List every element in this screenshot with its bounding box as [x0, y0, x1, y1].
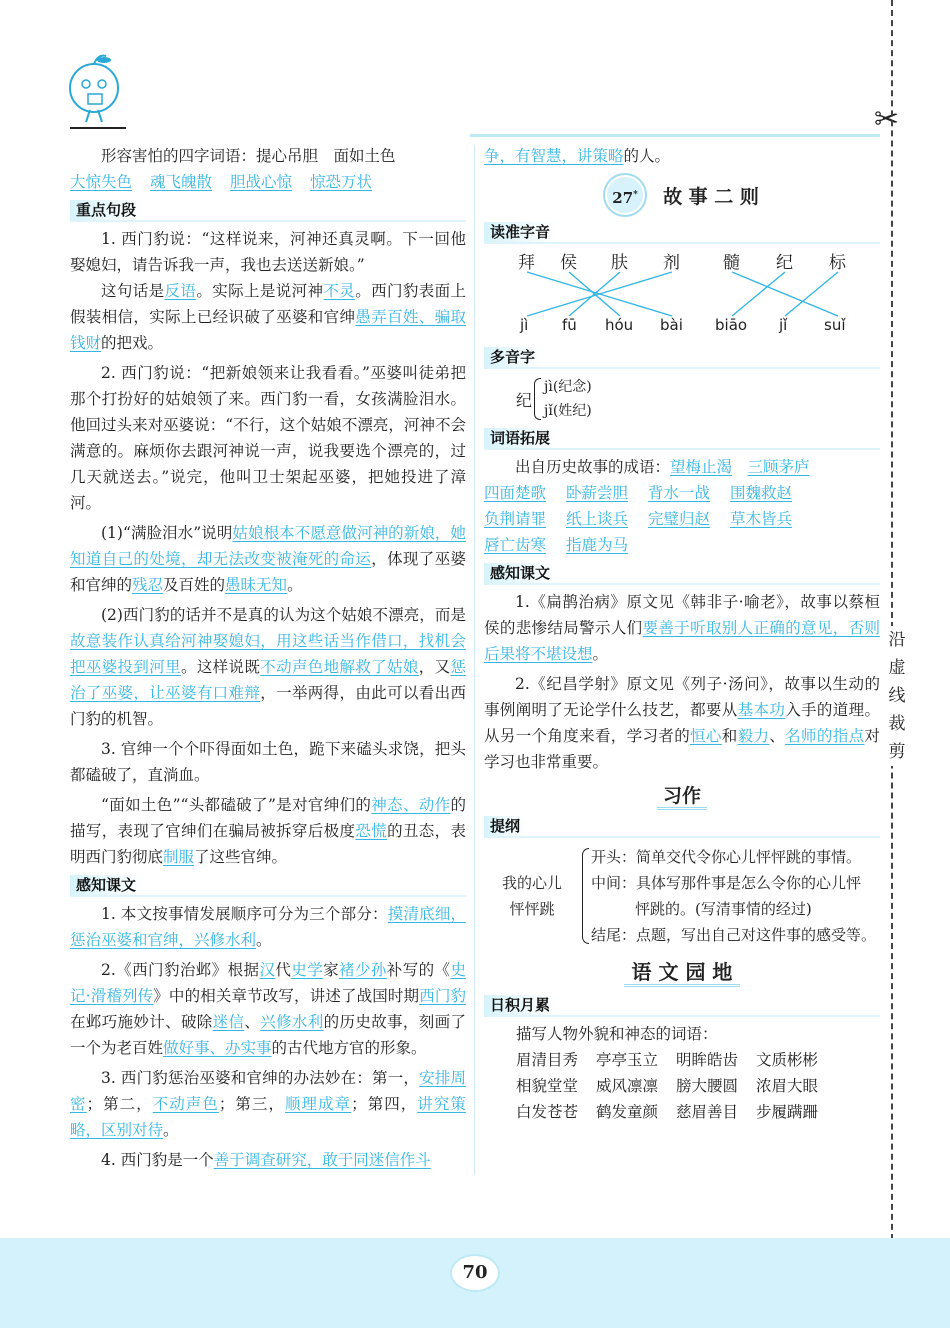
s1-analysis: 这句话是反语。实际上是说河神不灵。西门豹表面上假装相信，实际上已经识破了巫婆和官绅愚弄百姓、骗取钱财的把戏。 [70, 282, 466, 352]
intro-answers: 大惊失色 魂飞魄散 胆战心惊 惊恐万状 [70, 173, 373, 191]
pinyin-4: biāo [715, 316, 748, 334]
header-rule [70, 127, 126, 129]
vocab-row-3: 唇亡齿寒 指鹿为马 [484, 536, 629, 554]
section-key-sentences: 重点句段 [70, 199, 466, 220]
pinyin-1: fū [562, 316, 577, 334]
r1: 1.《扁鹊治病》原文见《韩非子·喻老》，故事以蔡桓侯的悲惨结局警示人们要善于听取别人正确的意见，否则后果将不堪设想。 [484, 593, 880, 663]
vocab-row-2: 负荆请罪 纸上谈兵 完璧归赵 草木皆兵 [484, 510, 793, 528]
cut-dashed-line [891, 0, 893, 1250]
char-0: 拜 [518, 253, 535, 273]
char-5: 纪 [776, 253, 793, 273]
daily-row-3: 白发苍苍 鹤发童颜 慈眉善目 步履蹒跚 [516, 1103, 819, 1121]
pinyin-5: jǐ [779, 316, 788, 334]
pinyin-2: hóu [605, 316, 634, 334]
xizuo-heading: 习作 [484, 781, 880, 811]
lesson-header [484, 173, 880, 217]
brace-icon [534, 378, 541, 420]
char-4: 髓 [723, 253, 740, 273]
section-read: 读准字音 [484, 221, 880, 242]
s2-quote: 2. 西门豹说：“把新娘领来让我看看。”巫婆叫徒弟把那个打扮好的姑娘领了来。西门豹一看，女孩满脸泪水。他回过头来对巫婆说：“不行，这个姑娘不漂亮，河神不会满意的。麻烦你去跟河神说一声，说我要选个漂亮的，过几天就送去。”说完，他叫卫士架起巫婆，把她投进了漳河。 [70, 364, 466, 512]
daily-row-1: 眉清目秀 亭亭玉立 明眸皓齿 文质彬彬 [516, 1051, 819, 1069]
daily-row-2: 相貌堂堂 威风凛凛 膀大腰圆 浓眉大眼 [516, 1077, 819, 1095]
scissors-icon: ✂ [874, 102, 900, 137]
left-column [70, 143, 466, 1173]
s1-quote: 1. 西门豹说：“这样说来，河神还真灵啊。下一回他娶媳妇，请告诉我一声，我也去送送新娘。” [70, 230, 466, 274]
s2-q2: (2)西门豹的话并不是真的认为这个姑娘不漂亮，而是故意装作认真给河神娶媳妇，用这些话当作借口，找机会把巫婆投到河里。这样说既不动声色地解救了姑娘，又惩治了巫婆，让巫婆有口难辩，一举两得，由此可以看出西门豹的机智。 [70, 606, 466, 728]
outline-brace-icon [582, 848, 589, 944]
column-divider [474, 145, 475, 1175]
pinyin-0: jì [520, 316, 529, 334]
section-poly: 多音字 [484, 346, 880, 367]
vocab-row-1: 四面楚歌 卧薪尝胆 背水一战 围魏救赵 [484, 484, 793, 502]
lesson-title: 故 事 二 则 [663, 185, 759, 208]
vocab-intro: 出自历史故事的成语：望梅止渴 三顾茅庐 [515, 458, 810, 476]
char-6: 标 [829, 253, 846, 273]
section-perceive-right: 感知课文 [484, 562, 880, 583]
r2: 2.《纪昌学射》原文见《列子·汤问》，故事以生动的事例阐明了无论学什么技艺，都要从基本功入手的道理。从另一个角度来看，学习者的恒心和毅力、名师的指点对学习也非常重要。 [484, 675, 880, 771]
outline: 我的心儿 怦怦跳 开头：简单交代令你心儿怦怦跳的事情。 中间：具体写那件事是怎么令你的心儿怦 怦跳的。(写清事情的经过) 结尾：点题，写出自己对这件事的感受等。 [501, 848, 877, 944]
matching-exercise [484, 244, 880, 340]
lesson-number-badge: 27* [605, 175, 645, 215]
header-band [470, 134, 880, 137]
intro-line: 形容害怕的四字词语：提心吊胆 面如土色 [101, 147, 396, 165]
section-daily: 日积月累 [484, 994, 880, 1015]
cut-instruction: 沿 虚 线 裁 剪 [886, 626, 908, 766]
k1: 1. 本文按事情发展顺序可分为三个部分：摸清底细，惩治巫婆和官绅，兴修水利。 [70, 905, 466, 949]
k3: 3. 西门豹惩治巫婆和官绅的办法妙在：第一，安排周密；第二，不动声色；第三，顺理成章；第四，讲究策略，区别对待。 [70, 1069, 466, 1139]
daily-intro: 描写人物外貌和神态的词语： [516, 1025, 718, 1043]
k4: 4. 西门豹是一个善于调查研究，敢于同迷信作斗 [101, 1151, 431, 1169]
s2-q1: (1)“满脸泪水”说明姑娘根本不愿意做河神的新娘，她知道自己的处境，却无法改变被淹死的命运，体现了巫婆和官绅的残忍及百姓的愚昧无知。 [70, 524, 466, 594]
char-3: 剂 [663, 253, 680, 273]
s3-quote: 3. 官绅一个个吓得面如土色，跪下来磕头求饶，把头都磕破了，直淌血。 [70, 740, 466, 784]
page-number: 70 [452, 1256, 498, 1290]
char-2: 肤 [611, 253, 628, 273]
section-vocab: 词语拓展 [484, 427, 880, 448]
section-outline: 提纲 [484, 815, 880, 836]
apple-mascot-icon [64, 50, 126, 126]
char-1: 侯 [560, 253, 577, 273]
s3-analysis: “面如土色”“头都磕破了”是对官绅们的神态、动作的描写，表现了官绅们在骗局被拆穿后极度恐慌的丑态，表明西门豹彻底制服了这些官绅。 [70, 796, 466, 866]
garden-heading: 语 文 园 地 [484, 956, 880, 990]
section-perceive-left: 感知课文 [70, 874, 466, 895]
right-column [484, 143, 880, 1125]
k4-continued: 争，有智慧，讲策略的人。 [484, 147, 671, 165]
k2: 2.《西门豹治邺》根据汉代史学家褚少孙补写的《史记·滑稽列传》中的相关章节改写，讲述了战国时期西门豹在邺巧施妙计、破除迷信、兴修水利的历史故事，刻画了一个为老百姓做好事、办实事的古代地方官的形象。 [70, 961, 466, 1057]
pinyin-6: suǐ [824, 316, 846, 334]
pinyin-3: bài [660, 316, 683, 334]
polyphone: 纪 jì(纪念) jǐ(姓纪) [516, 379, 592, 419]
